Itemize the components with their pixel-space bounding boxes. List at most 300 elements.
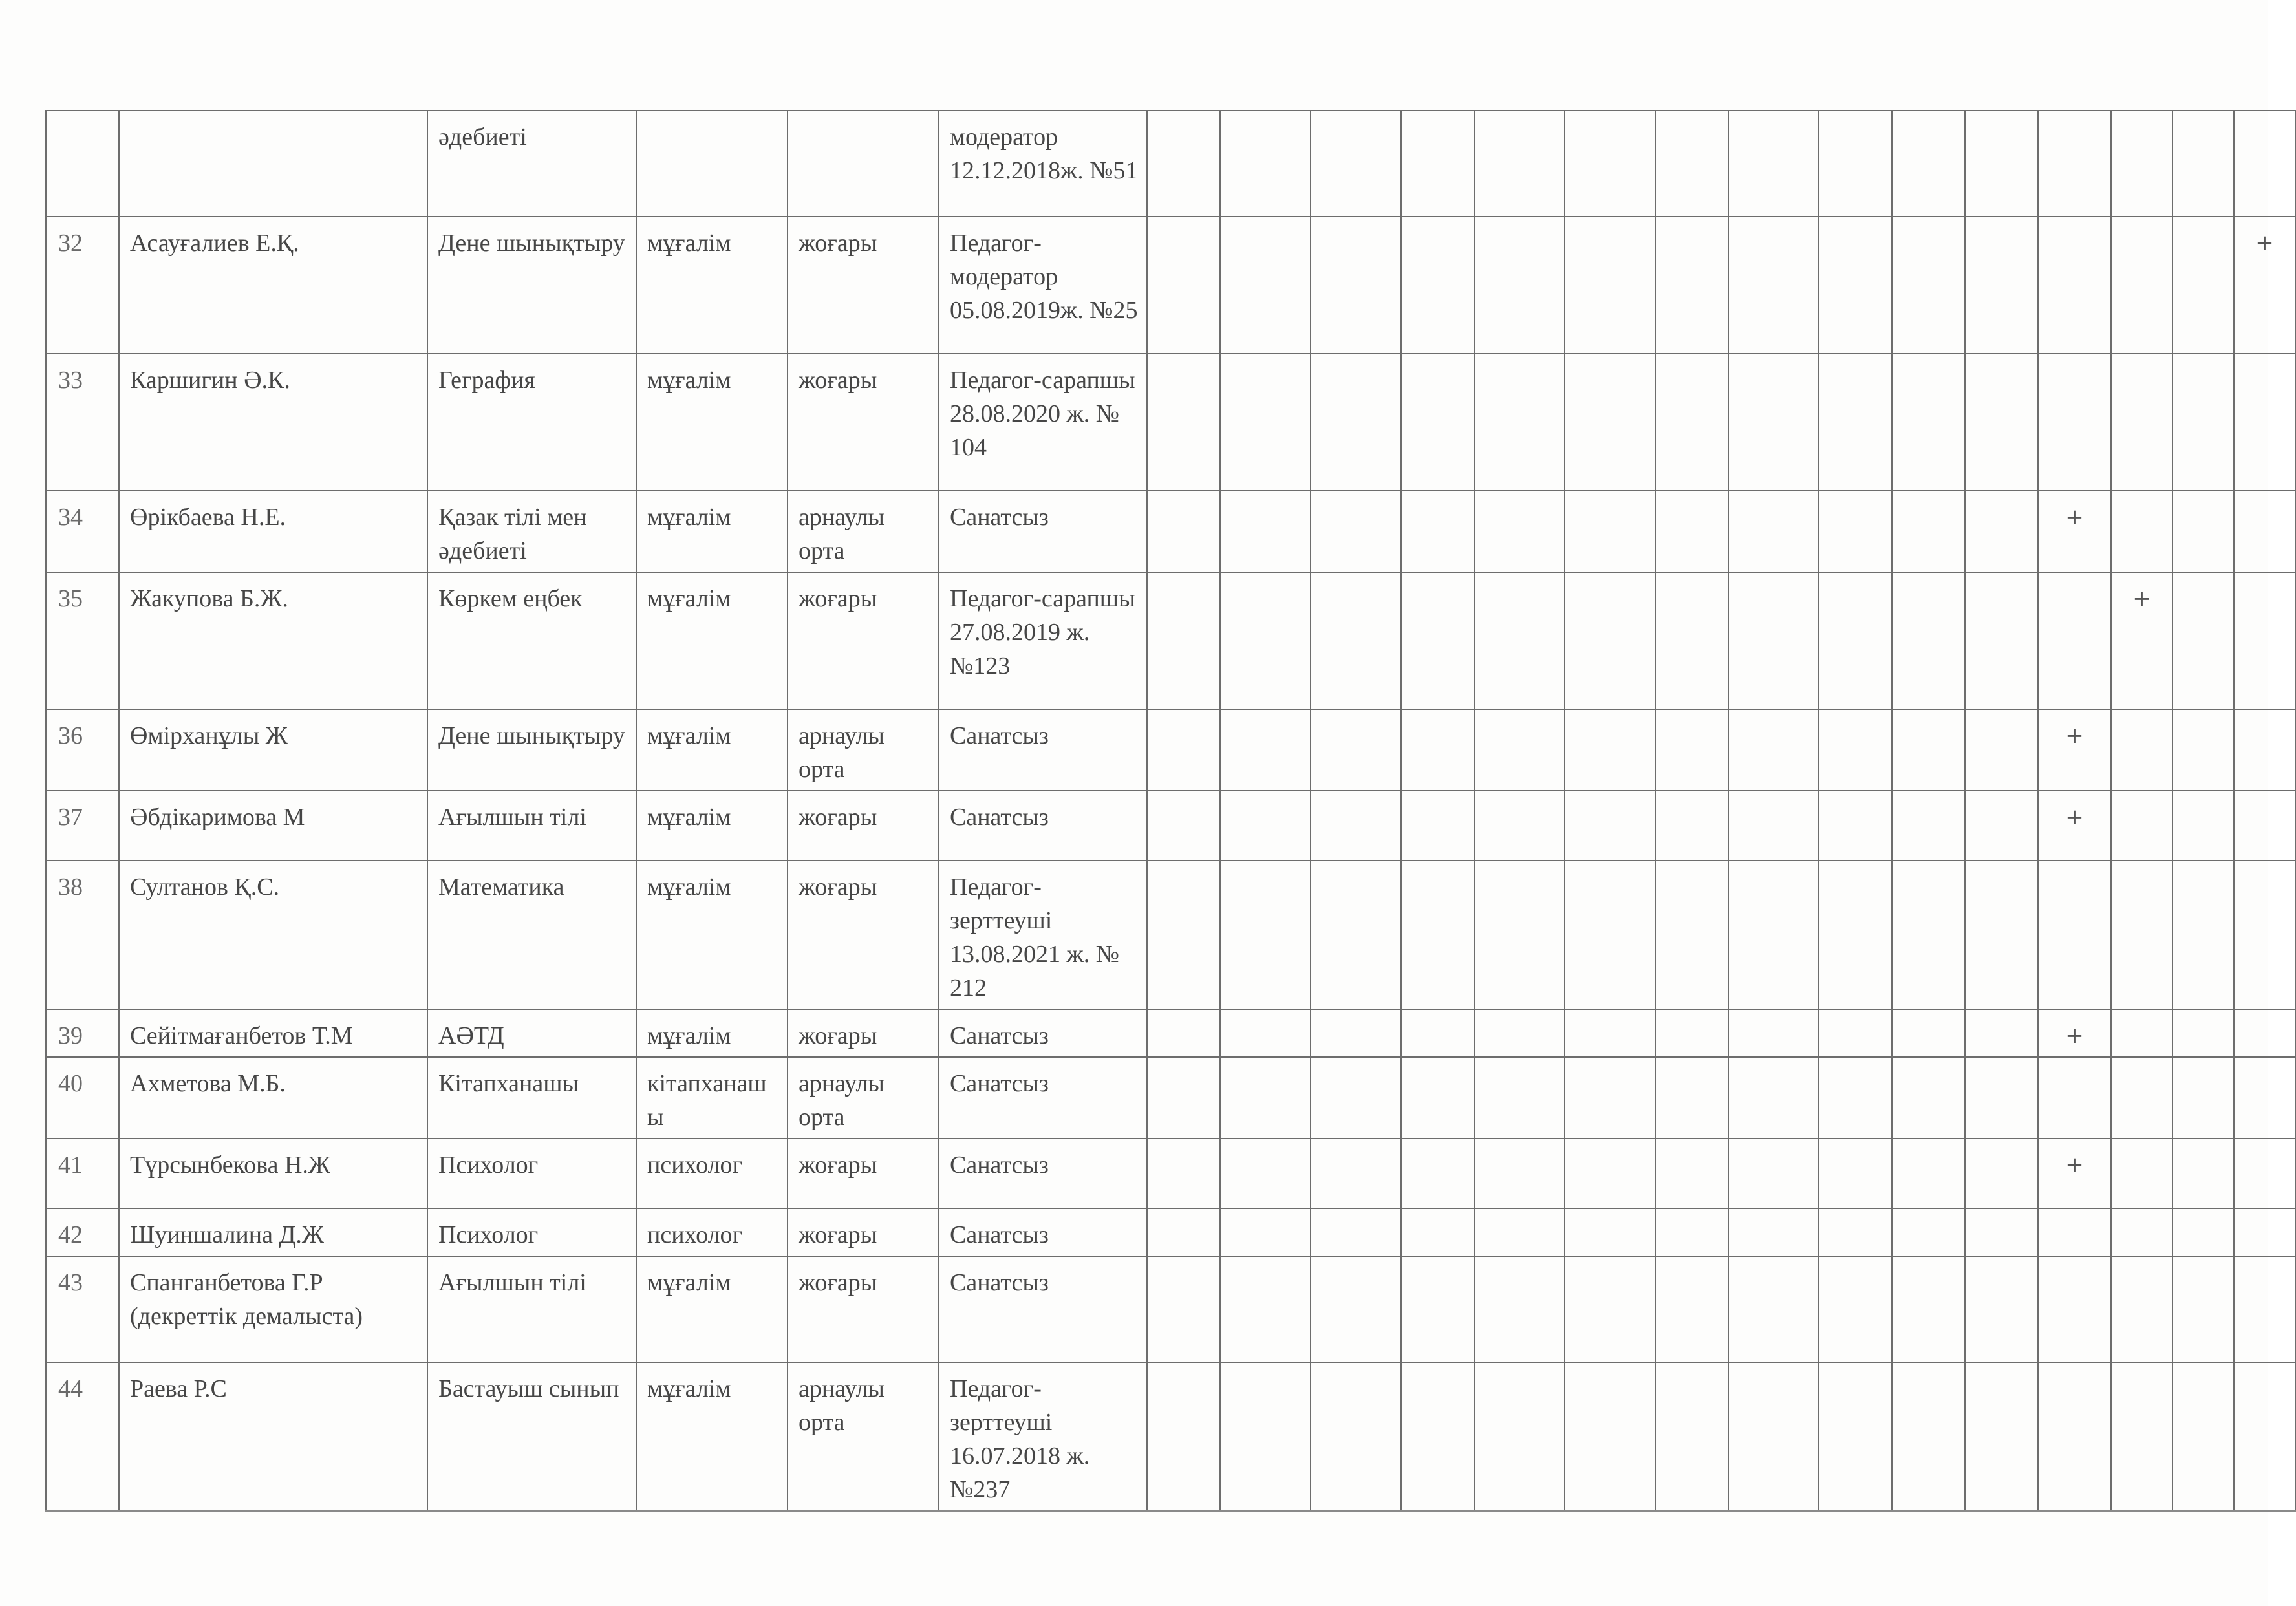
mark-cell: [2111, 111, 2173, 217]
mark-cell: [1311, 1256, 1401, 1362]
mark-cell: [1311, 791, 1401, 861]
plus-mark: +: [2038, 1009, 2111, 1057]
mark-cell: [2038, 1208, 2111, 1256]
staff-name-cell: Каршигин Ә.К.: [119, 354, 427, 491]
mark-cell: [1401, 572, 1474, 709]
mark-cell: [1401, 709, 1474, 791]
mark-cell: [1220, 1057, 1311, 1139]
staff-name-cell: Спанганбетова Г.Р (декреттік демалыста): [119, 1256, 427, 1362]
subject-cell: Математика: [427, 861, 636, 1009]
mark-cell: [1655, 572, 1728, 709]
plus-mark: +: [2038, 791, 2111, 861]
staff-table: [45, 110, 2296, 1512]
mark-cell: [1401, 861, 1474, 1009]
mark-cell: [1220, 861, 1311, 1009]
mark-cell: [1565, 1009, 1655, 1057]
mark-cell: [1311, 1009, 1401, 1057]
mark-cell: [1965, 709, 2038, 791]
mark-cell: [1655, 1208, 1728, 1256]
mark-cell: [1474, 791, 1565, 861]
staff-name-cell: Өрікбаева Н.Е.: [119, 491, 427, 572]
table-row: [46, 791, 2295, 861]
mark-cell: [1965, 1057, 2038, 1139]
mark-cell: [1892, 111, 1965, 217]
mark-cell: [1892, 791, 1965, 861]
mark-cell: [1474, 1208, 1565, 1256]
mark-cell: [1892, 1139, 1965, 1208]
mark-cell: [1311, 111, 1401, 217]
staff-name-cell: Шуиншалина Д.Ж: [119, 1208, 427, 1256]
staff-name-cell: Жакупова Б.Ж.: [119, 572, 427, 709]
mark-cell: [1220, 1256, 1311, 1362]
mark-cell: [2111, 217, 2173, 354]
position-cell: психолог: [636, 1139, 788, 1208]
mark-cell: [1311, 354, 1401, 491]
mark-cell: [2173, 709, 2234, 791]
mark-cell: [1965, 861, 2038, 1009]
mark-cell: [1474, 1362, 1565, 1511]
mark-cell: [1474, 1057, 1565, 1139]
mark-cell: [2173, 1057, 2234, 1139]
mark-cell: [1147, 1256, 1220, 1362]
staff-name-cell: [119, 111, 427, 217]
mark-cell: [1401, 791, 1474, 861]
mark-cell: [1565, 354, 1655, 491]
position-cell: мұғалім: [636, 861, 788, 1009]
mark-cell: [1474, 217, 1565, 354]
mark-cell: [1311, 1139, 1401, 1208]
mark-cell: [1819, 1009, 1892, 1057]
mark-cell: [1819, 1139, 1892, 1208]
category-cell: Санатсыз: [939, 1208, 1147, 1256]
position-cell: мұғалім: [636, 491, 788, 572]
mark-cell: [1819, 709, 1892, 791]
mark-cell: [1147, 572, 1220, 709]
row-number-cell: 32: [46, 217, 119, 354]
mark-cell: [1474, 491, 1565, 572]
mark-cell: [1220, 572, 1311, 709]
mark-cell: [1147, 791, 1220, 861]
mark-cell: [2234, 111, 2295, 217]
row-number-cell: 42: [46, 1208, 119, 1256]
staff-name-cell: Сейітмағанбетов Т.М: [119, 1009, 427, 1057]
mark-cell: [1965, 354, 2038, 491]
row-number-cell: 34: [46, 491, 119, 572]
mark-cell: [1819, 354, 1892, 491]
category-cell: Санатсыз: [939, 491, 1147, 572]
mark-cell: [1220, 491, 1311, 572]
mark-cell: [2234, 709, 2295, 791]
subject-cell: әдебиеті: [427, 111, 636, 217]
mark-cell: [2173, 861, 2234, 1009]
table-row: [46, 111, 2295, 217]
mark-cell: [1655, 1139, 1728, 1208]
mark-cell: [1728, 1208, 1819, 1256]
mark-cell: [1565, 709, 1655, 791]
table-row: [46, 861, 2295, 1009]
category-cell: Педагог-зерттеуші 16.07.2018 ж.№237: [939, 1362, 1147, 1511]
mark-cell: [1220, 111, 1311, 217]
mark-cell: [1147, 111, 1220, 217]
mark-cell: [1892, 1256, 1965, 1362]
mark-cell: [2111, 354, 2173, 491]
education-cell: жоғары: [788, 217, 939, 354]
category-cell: Санатсыз: [939, 1057, 1147, 1139]
mark-cell: [1819, 1256, 1892, 1362]
mark-cell: [1728, 709, 1819, 791]
subject-cell: Бастауыш сынып: [427, 1362, 636, 1511]
subject-cell: Психолог: [427, 1139, 636, 1208]
mark-cell: [1965, 1139, 2038, 1208]
position-cell: [636, 111, 788, 217]
staff-name-cell: Раева Р.С: [119, 1362, 427, 1511]
category-cell: Педагог-сарапшы 28.08.2020 ж. № 104: [939, 354, 1147, 491]
mark-cell: [1147, 1139, 1220, 1208]
subject-cell: Кітапханашы: [427, 1057, 636, 1139]
staff-name-cell: Асауғалиев Е.Қ.: [119, 217, 427, 354]
mark-cell: [1401, 1208, 1474, 1256]
mark-cell: [1474, 861, 1565, 1009]
mark-cell: [1147, 354, 1220, 491]
mark-cell: [1655, 1009, 1728, 1057]
mark-cell: [2173, 491, 2234, 572]
category-cell: Педагог-сарапшы 27.08.2019 ж. №123: [939, 572, 1147, 709]
mark-cell: [1474, 1256, 1565, 1362]
mark-cell: [1565, 491, 1655, 572]
mark-cell: [1147, 1057, 1220, 1139]
mark-cell: [1220, 217, 1311, 354]
mark-cell: [1655, 1256, 1728, 1362]
mark-cell: [1401, 111, 1474, 217]
mark-cell: [1655, 217, 1728, 354]
plus-mark: +: [2038, 709, 2111, 791]
mark-cell: [1728, 1057, 1819, 1139]
mark-cell: [2234, 1139, 2295, 1208]
staff-table-body: [46, 111, 2295, 1511]
mark-cell: [1819, 861, 1892, 1009]
mark-cell: [1965, 1362, 2038, 1511]
category-cell: модератор 12.12.2018ж. №51: [939, 111, 1147, 217]
mark-cell: [1892, 572, 1965, 709]
plus-mark: +: [2111, 572, 2173, 709]
plus-mark: +: [2038, 1139, 2111, 1208]
mark-cell: [2173, 1362, 2234, 1511]
mark-cell: [1819, 217, 1892, 354]
mark-cell: [2234, 491, 2295, 572]
mark-cell: [1401, 1009, 1474, 1057]
mark-cell: [1401, 1256, 1474, 1362]
mark-cell: [1655, 1362, 1728, 1511]
mark-cell: [2234, 354, 2295, 491]
mark-cell: [1819, 572, 1892, 709]
subject-cell: Дене шынықтыру: [427, 709, 636, 791]
row-number-cell: 43: [46, 1256, 119, 1362]
mark-cell: [1965, 1208, 2038, 1256]
mark-cell: [1965, 1256, 2038, 1362]
position-cell: мұғалім: [636, 217, 788, 354]
education-cell: [788, 111, 939, 217]
mark-cell: [1892, 354, 1965, 491]
position-cell: мұғалім: [636, 354, 788, 491]
mark-cell: [1819, 1057, 1892, 1139]
mark-cell: [1565, 217, 1655, 354]
mark-cell: [1565, 1256, 1655, 1362]
education-cell: арнаулы орта: [788, 709, 939, 791]
category-cell: Санатсыз: [939, 709, 1147, 791]
education-cell: жоғары: [788, 1139, 939, 1208]
mark-cell: [1655, 709, 1728, 791]
mark-cell: [2111, 709, 2173, 791]
mark-cell: [1655, 111, 1728, 217]
position-cell: мұғалім: [636, 572, 788, 709]
mark-cell: [2038, 1057, 2111, 1139]
subject-cell: Дене шынықтыру: [427, 217, 636, 354]
mark-cell: [1401, 354, 1474, 491]
position-cell: психолог: [636, 1208, 788, 1256]
mark-cell: [1965, 217, 2038, 354]
mark-cell: [2173, 354, 2234, 491]
mark-cell: [2173, 217, 2234, 354]
category-cell: Санатсыз: [939, 791, 1147, 861]
mark-cell: [1147, 217, 1220, 354]
row-number-cell: 33: [46, 354, 119, 491]
table-row: [46, 491, 2295, 572]
mark-cell: [1565, 1362, 1655, 1511]
mark-cell: [2173, 1009, 2234, 1057]
mark-cell: [1147, 1362, 1220, 1511]
mark-cell: [2038, 1256, 2111, 1362]
education-cell: жоғары: [788, 861, 939, 1009]
education-cell: жоғары: [788, 572, 939, 709]
education-cell: арнаулы орта: [788, 1057, 939, 1139]
mark-cell: [1965, 1009, 2038, 1057]
mark-cell: [1401, 1057, 1474, 1139]
table-row: [46, 1362, 2295, 1511]
mark-cell: [2234, 1208, 2295, 1256]
plus-mark: +: [2038, 491, 2111, 572]
mark-cell: [1655, 791, 1728, 861]
table-row: [46, 572, 2295, 709]
position-cell: мұғалім: [636, 1256, 788, 1362]
mark-cell: [1474, 1009, 1565, 1057]
staff-name-cell: Өмірханұлы Ж: [119, 709, 427, 791]
mark-cell: [2111, 491, 2173, 572]
subject-cell: Ағылшын тілі: [427, 1256, 636, 1362]
mark-cell: [1147, 491, 1220, 572]
mark-cell: [1474, 111, 1565, 217]
mark-cell: [1892, 1362, 1965, 1511]
mark-cell: [2234, 1009, 2295, 1057]
mark-cell: [1728, 354, 1819, 491]
mark-cell: [1147, 1009, 1220, 1057]
education-cell: арнаулы орта: [788, 491, 939, 572]
mark-cell: [1401, 217, 1474, 354]
mark-cell: [1311, 709, 1401, 791]
mark-cell: [1819, 111, 1892, 217]
mark-cell: [1728, 1256, 1819, 1362]
row-number-cell: 39: [46, 1009, 119, 1057]
row-number-cell: 40: [46, 1057, 119, 1139]
mark-cell: [2234, 791, 2295, 861]
mark-cell: [1311, 1208, 1401, 1256]
staff-name-cell: Әбдікаримова М: [119, 791, 427, 861]
category-cell: Санатсыз: [939, 1009, 1147, 1057]
mark-cell: [1474, 709, 1565, 791]
mark-cell: [1655, 491, 1728, 572]
table-row: [46, 354, 2295, 491]
position-cell: кітапханашы: [636, 1057, 788, 1139]
mark-cell: [1892, 1009, 1965, 1057]
mark-cell: [1311, 572, 1401, 709]
category-cell: Санатсыз: [939, 1256, 1147, 1362]
mark-cell: [1565, 1139, 1655, 1208]
mark-cell: [1565, 1208, 1655, 1256]
mark-cell: [1565, 572, 1655, 709]
position-cell: мұғалім: [636, 1009, 788, 1057]
mark-cell: [1220, 1208, 1311, 1256]
mark-cell: [2111, 1208, 2173, 1256]
mark-cell: [2038, 861, 2111, 1009]
mark-cell: [1728, 791, 1819, 861]
mark-cell: [1220, 1139, 1311, 1208]
mark-cell: [1892, 491, 1965, 572]
mark-cell: [1819, 791, 1892, 861]
mark-cell: [1655, 1057, 1728, 1139]
plus-mark: +: [2234, 217, 2295, 354]
subject-cell: Психолог: [427, 1208, 636, 1256]
mark-cell: [1565, 861, 1655, 1009]
mark-cell: [1401, 1139, 1474, 1208]
mark-cell: [1728, 861, 1819, 1009]
row-number-cell: 38: [46, 861, 119, 1009]
mark-cell: [1220, 791, 1311, 861]
subject-cell: Қазак тілі мен әдебиеті: [427, 491, 636, 572]
mark-cell: [1728, 1009, 1819, 1057]
category-cell: Санатсыз: [939, 1139, 1147, 1208]
mark-cell: [1565, 1057, 1655, 1139]
row-number-cell: [46, 111, 119, 217]
mark-cell: [1147, 1208, 1220, 1256]
position-cell: мұғалім: [636, 709, 788, 791]
mark-cell: [1311, 1362, 1401, 1511]
mark-cell: [2111, 791, 2173, 861]
mark-cell: [2111, 1057, 2173, 1139]
education-cell: арнаулы орта: [788, 1362, 939, 1511]
mark-cell: [1728, 1139, 1819, 1208]
mark-cell: [2173, 1139, 2234, 1208]
mark-cell: [1965, 572, 2038, 709]
mark-cell: [1819, 1208, 1892, 1256]
mark-cell: [2234, 572, 2295, 709]
mark-cell: [1311, 1057, 1401, 1139]
mark-cell: [1728, 572, 1819, 709]
staff-name-cell: Ахметова М.Б.: [119, 1057, 427, 1139]
mark-cell: [1728, 1362, 1819, 1511]
mark-cell: [1728, 111, 1819, 217]
mark-cell: [2234, 1057, 2295, 1139]
education-cell: жоғары: [788, 354, 939, 491]
category-cell: Педагог-зерттеуші 13.08.2021 ж. № 212: [939, 861, 1147, 1009]
category-cell: Педагог-модератор 05.08.2019ж. №25: [939, 217, 1147, 354]
mark-cell: [2234, 861, 2295, 1009]
mark-cell: [1892, 709, 1965, 791]
mark-cell: [1220, 709, 1311, 791]
mark-cell: [1401, 1362, 1474, 1511]
subject-cell: Ағылшын тілі: [427, 791, 636, 861]
table-row: [46, 1057, 2295, 1139]
mark-cell: [1892, 1057, 1965, 1139]
row-number-cell: 41: [46, 1139, 119, 1208]
mark-cell: [1220, 1009, 1311, 1057]
table-row: [46, 1208, 2295, 1256]
mark-cell: [2173, 791, 2234, 861]
mark-cell: [1311, 861, 1401, 1009]
education-cell: жоғары: [788, 1009, 939, 1057]
mark-cell: [1220, 354, 1311, 491]
mark-cell: [2234, 1256, 2295, 1362]
mark-cell: [2173, 572, 2234, 709]
row-number-cell: 37: [46, 791, 119, 861]
row-number-cell: 36: [46, 709, 119, 791]
table-row: [46, 1009, 2295, 1057]
mark-cell: [2038, 1362, 2111, 1511]
mark-cell: [2111, 1256, 2173, 1362]
table-row: [46, 217, 2295, 354]
mark-cell: [1311, 491, 1401, 572]
mark-cell: [2111, 1362, 2173, 1511]
mark-cell: [2111, 861, 2173, 1009]
mark-cell: [2038, 572, 2111, 709]
table-row: [46, 709, 2295, 791]
subject-cell: Көркем еңбек: [427, 572, 636, 709]
mark-cell: [2234, 1362, 2295, 1511]
mark-cell: [2111, 1139, 2173, 1208]
mark-cell: [1728, 491, 1819, 572]
position-cell: мұғалім: [636, 791, 788, 861]
mark-cell: [1655, 354, 1728, 491]
mark-cell: [1220, 1362, 1311, 1511]
mark-cell: [2111, 1009, 2173, 1057]
mark-cell: [1655, 861, 1728, 1009]
mark-cell: [2173, 1208, 2234, 1256]
mark-cell: [1565, 791, 1655, 861]
mark-cell: [1311, 217, 1401, 354]
education-cell: жоғары: [788, 1256, 939, 1362]
mark-cell: [1474, 572, 1565, 709]
mark-cell: [2173, 1256, 2234, 1362]
table-row: [46, 1256, 2295, 1362]
mark-cell: [1474, 354, 1565, 491]
row-number-cell: 35: [46, 572, 119, 709]
education-cell: жоғары: [788, 1208, 939, 1256]
mark-cell: [1401, 491, 1474, 572]
education-cell: жоғары: [788, 791, 939, 861]
mark-cell: [1728, 217, 1819, 354]
mark-cell: [1965, 111, 2038, 217]
mark-cell: [1965, 791, 2038, 861]
mark-cell: [2038, 217, 2111, 354]
mark-cell: [1147, 709, 1220, 791]
mark-cell: [1819, 491, 1892, 572]
mark-cell: [1819, 1362, 1892, 1511]
mark-cell: [2173, 111, 2234, 217]
position-cell: мұғалім: [636, 1362, 788, 1511]
mark-cell: [2038, 111, 2111, 217]
mark-cell: [1965, 491, 2038, 572]
mark-cell: [1474, 1139, 1565, 1208]
staff-name-cell: Түрсынбекова Н.Ж: [119, 1139, 427, 1208]
table-row: [46, 1139, 2295, 1208]
